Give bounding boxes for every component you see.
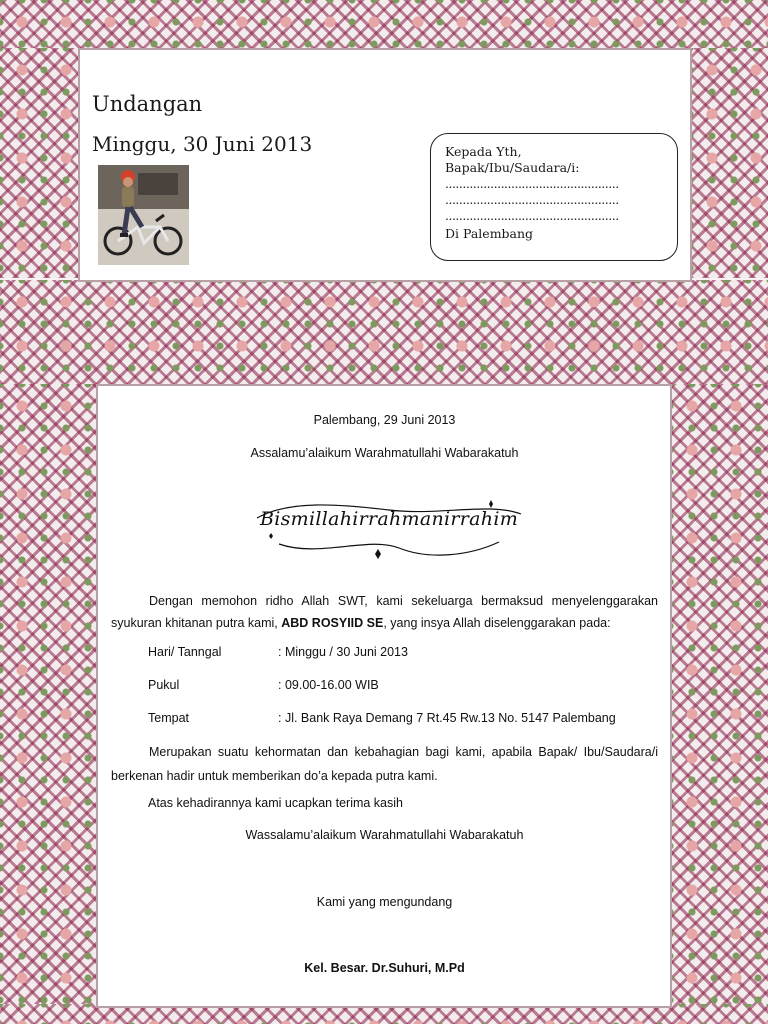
top-left-border-band [0, 48, 78, 278]
detail-value-place: : Jl. Bank Raya Demang 7 Rt.45 Rw.13 No. 5147 Palembang [278, 711, 616, 725]
recipient-blank-line-2: .................................................. [445, 192, 619, 207]
event-date-heading: Minggu, 30 Juni 2013 [92, 132, 313, 156]
invitation-text-start: Dengan memohon ridho Allah SWT, kami sekeluarga bermaksud menyelenggarakan syukuran khitanan putra kami, [111, 594, 658, 630]
boy-bicycle-photo [98, 165, 189, 265]
letter-place-date: Palembang, 29 Juni 2013 [313, 413, 456, 427]
detail-value-time: : 09.00-16.00 WIB [278, 678, 379, 692]
inviter-label: Kami yang mengundang [316, 895, 453, 909]
recipient-blank-line-3: .................................................. [445, 208, 619, 223]
honor-paragraph: Merupakan suatu kehormatan dan kebahagian bagi kami, apabila Bapak/ Ibu/Saudara/i berkenan hadir untuk memberikan do’a kepada putra kami. [111, 745, 658, 783]
photo-illustration [98, 165, 189, 265]
opening-greeting: Assalamu’alaikum Warahmatullahi Wabarakatuh [250, 446, 519, 460]
middle-border-band [0, 280, 768, 384]
left-border-band [0, 384, 96, 1024]
recipient-city: Di Palembang [445, 226, 534, 241]
recipient-blank-line-1: .................................................. [445, 176, 619, 191]
bismillah-text: Bismillahirrahmanirrahim [259, 508, 519, 530]
letter-panel [96, 384, 672, 1008]
recipient-salutation: Bapak/Ibu/Saudara/i: [445, 160, 580, 175]
family-signature: Kel. Besar. Dr.Suhuri, M.Pd [304, 961, 465, 975]
recipient-greeting: Kepada Yth, [445, 144, 522, 159]
top-right-border-band [690, 48, 768, 278]
detail-label-time: Pukul [148, 678, 180, 692]
invitation-paragraph [111, 590, 658, 634]
bismillah-calligraphy [249, 496, 529, 562]
invitation-text-end: , yang insya Allah diselenggarakan pada: [383, 616, 611, 630]
right-border-band [670, 384, 768, 1024]
thanks-paragraph: Atas kehadirannya kami ucapkan terima kasih [148, 796, 403, 810]
detail-label-place: Tempat [148, 711, 189, 725]
top-border-band [0, 0, 768, 48]
recipient-address-box [430, 133, 678, 261]
honoree-name: ABD ROSYIID SE [281, 616, 384, 630]
detail-label-date: Hari/ Tanngal [148, 645, 222, 659]
closing-greeting: Wassalamu’alaikum Warahmatullahi Wabarakatuh [245, 828, 524, 842]
invitation-title: Undangan [92, 92, 203, 116]
detail-value-date: : Minggu / 30 Juni 2013 [278, 645, 408, 659]
